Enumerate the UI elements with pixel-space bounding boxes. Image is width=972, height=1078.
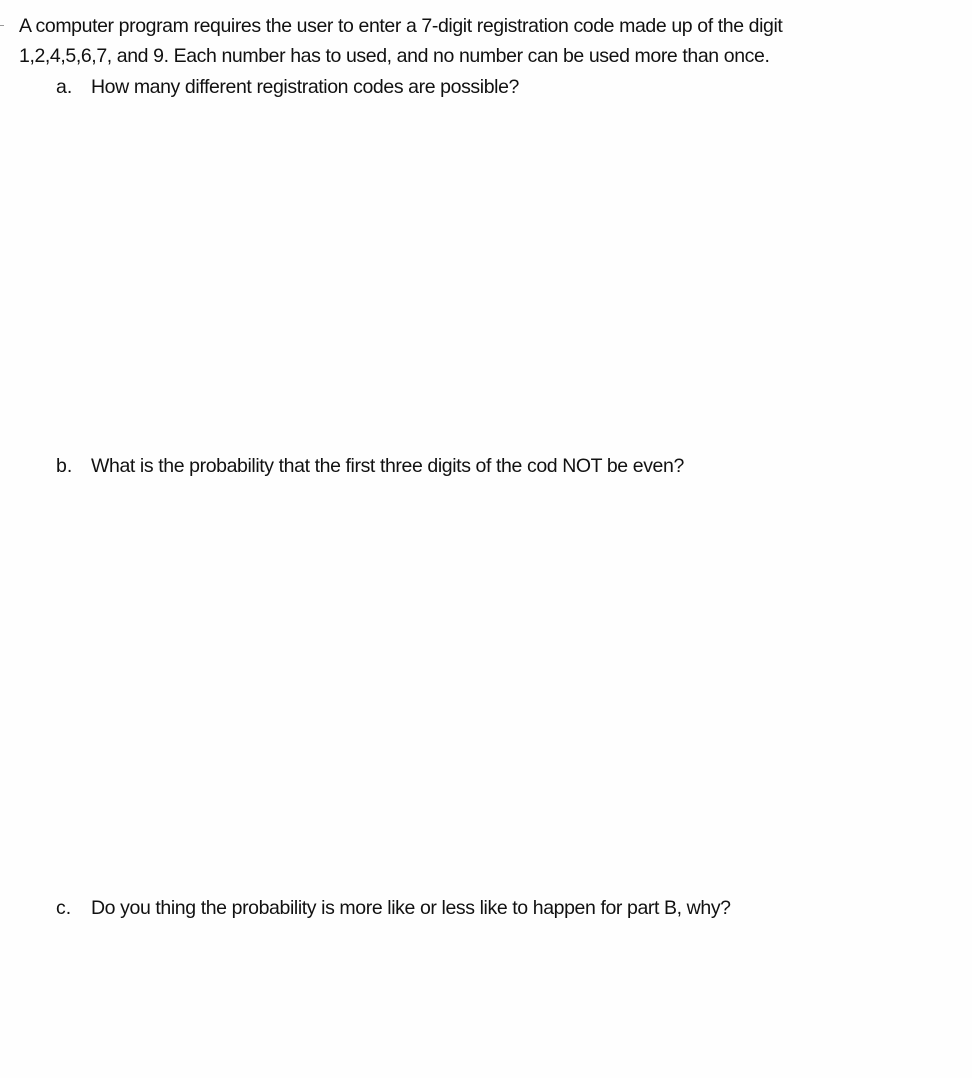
- part-b-question: What is the probability that the first three digits of the cod NOT be even?: [91, 455, 684, 477]
- part-b-label: b.: [56, 455, 73, 477]
- problem-intro-line-2: 1,2,4,5,6,7, and 9. Each number has to used, and no number can be used more than once.: [19, 45, 770, 67]
- part-c-question: Do you thing the probability is more like or less like to happen for part B, why?: [91, 897, 731, 919]
- part-a-question: How many different registration codes are possible?: [91, 76, 519, 98]
- part-a-label: a.: [56, 76, 73, 98]
- part-c-label: c.: [56, 897, 72, 919]
- problem-intro-line-1: A computer program requires the user to enter a 7-digit registration code made up of the digit: [19, 15, 783, 37]
- page-edge-mark: [0, 25, 4, 26]
